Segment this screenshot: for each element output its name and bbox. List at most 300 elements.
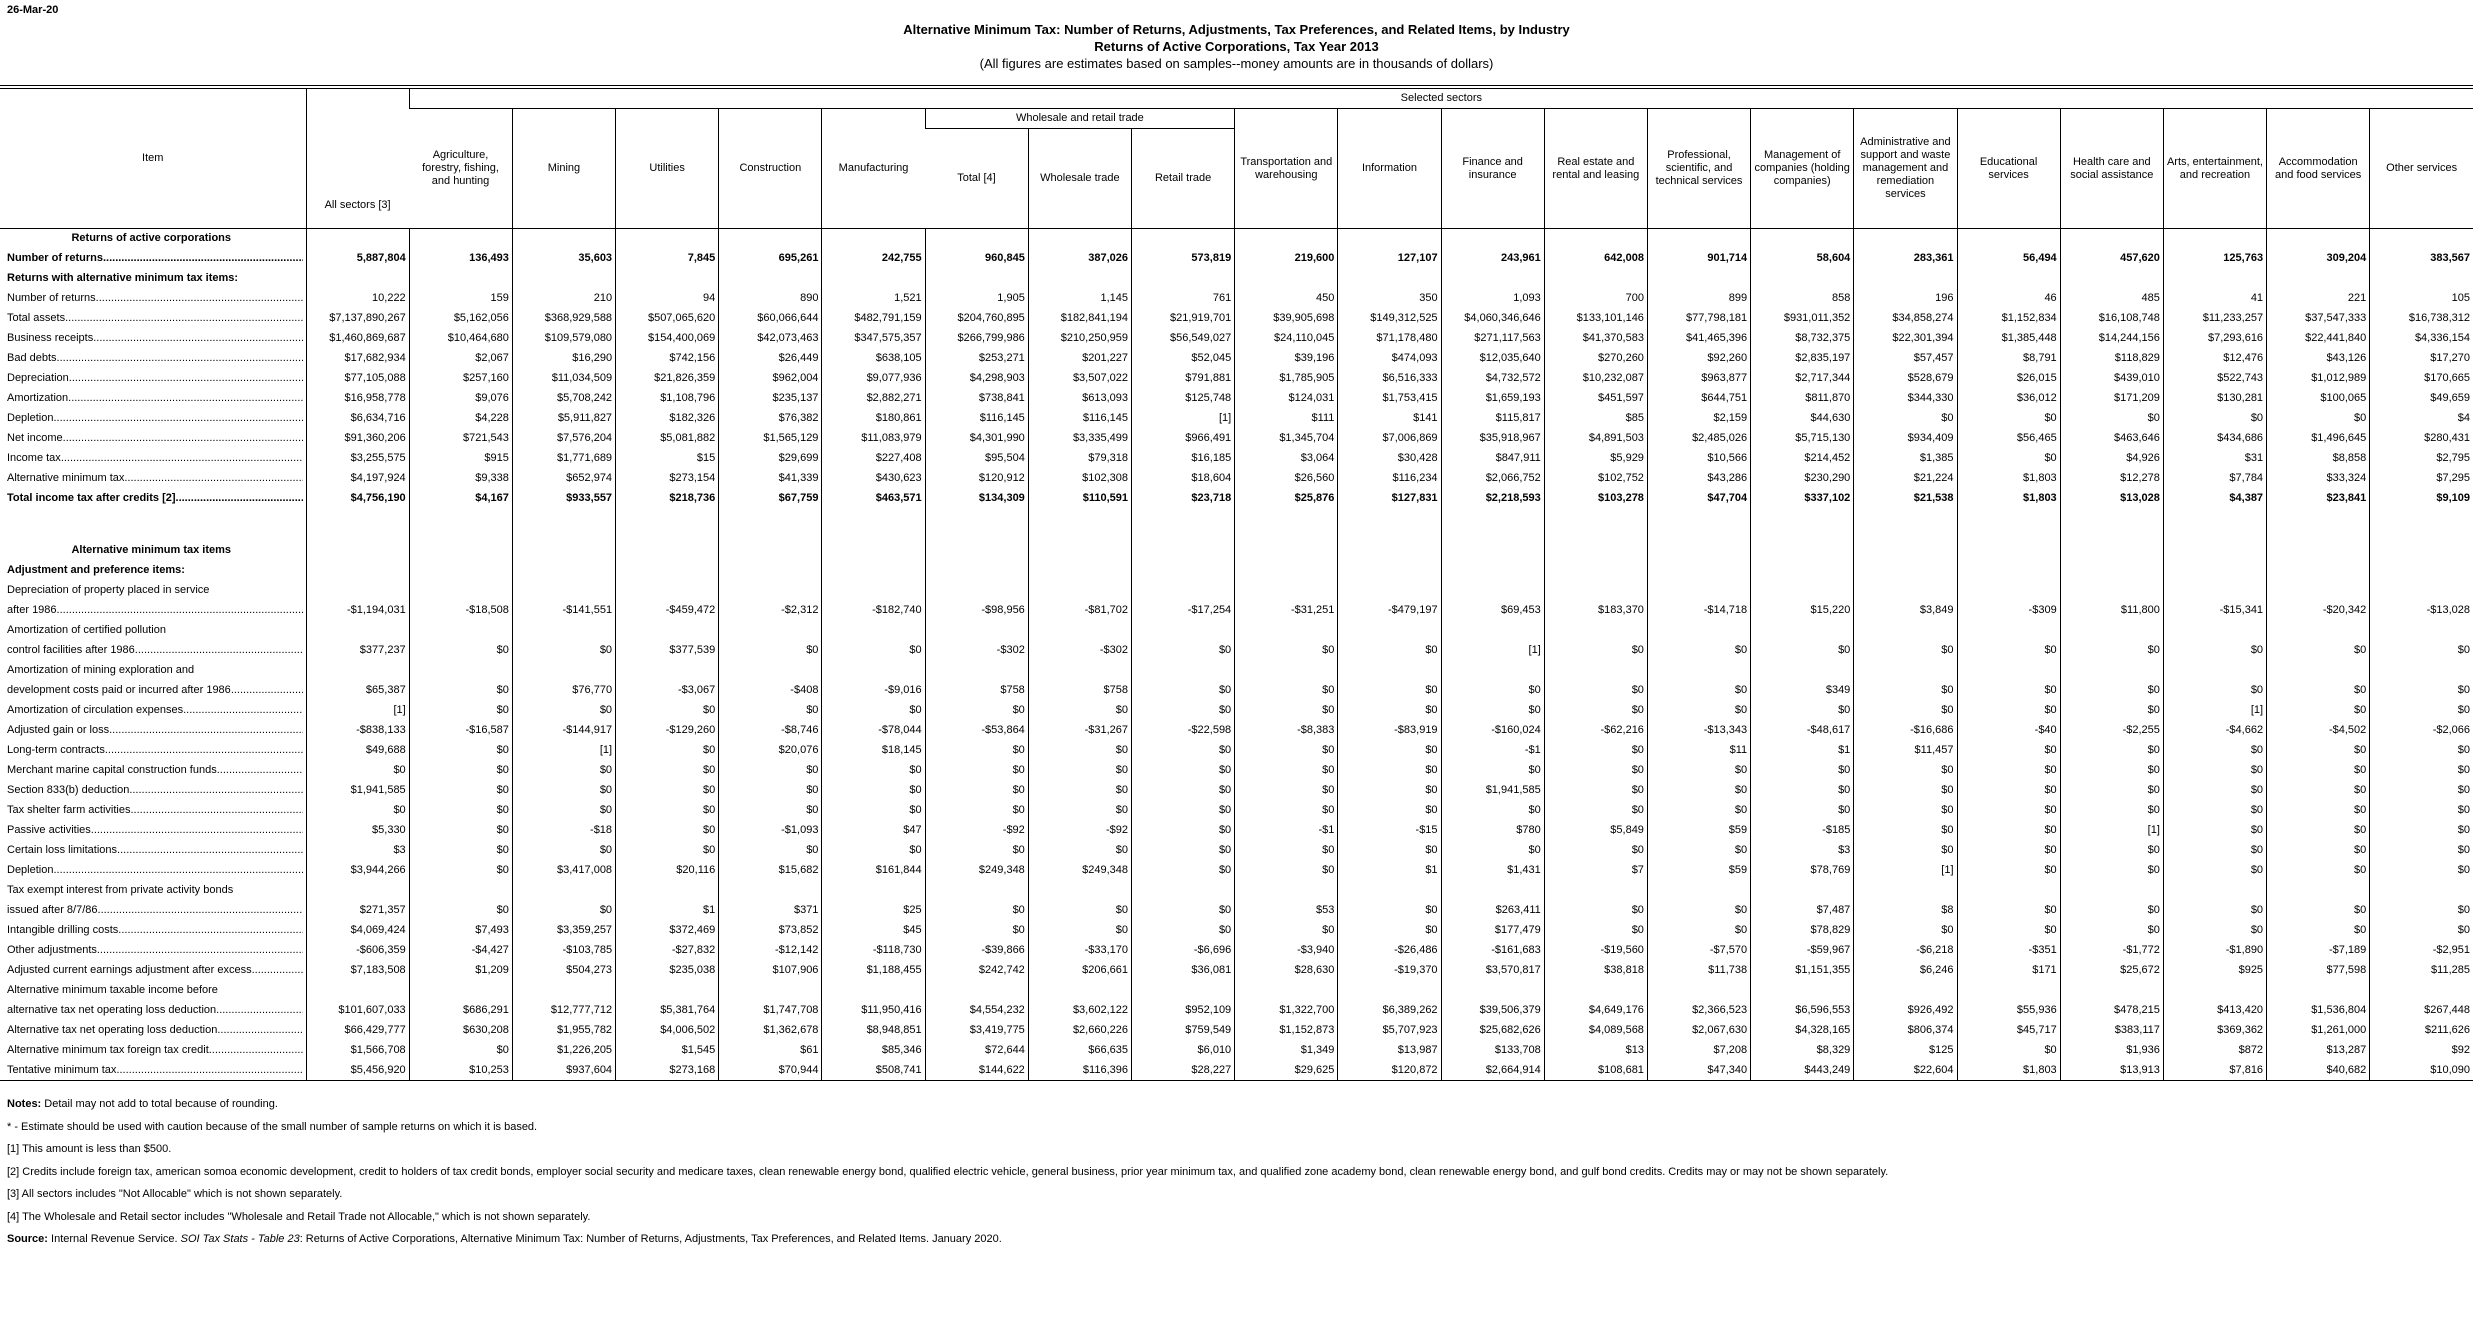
cell [2267,581,2370,601]
cell: $67,759 [719,489,822,509]
cell: $1,152,873 [1235,1021,1338,1041]
cell: $0 [1544,901,1647,921]
cell: 1,145 [1028,289,1131,309]
cell: $0 [1544,801,1647,821]
row-label: Depletion ..... [0,861,306,881]
cell [1647,541,1750,561]
cell: $242,742 [925,961,1028,981]
column-header-arts: Arts, entertainment, and recreation [2163,109,2266,229]
cell: $116,234 [1338,469,1441,489]
cell: -$13,343 [1647,721,1750,741]
notes [0,1098,2473,1246]
cell [1338,881,1441,901]
cell: $0 [2267,901,2370,921]
cell [616,541,719,561]
cell: $2,067,630 [1647,1021,1750,1041]
cell: $0 [1854,821,1957,841]
cell: $0 [822,841,925,861]
cell: $21,826,359 [616,369,719,389]
cell: -$18 [512,821,615,841]
cell: $0 [1235,841,1338,861]
cell: $758 [925,681,1028,701]
cell [2370,509,2473,541]
cell [1854,509,1957,541]
cell: $0 [1028,901,1131,921]
cell: $0 [1957,449,2060,469]
cell [1957,981,2060,1001]
table-row [0,1001,2473,1021]
column-header-health-care: Health care and social assistance [2060,109,2163,229]
cell: $0 [1441,681,1544,701]
cell: $0 [925,921,1028,941]
cell: $430,623 [822,469,925,489]
cell: $337,102 [1751,489,1854,509]
cell: $267,448 [2370,1001,2473,1021]
cell [512,581,615,601]
cell [1647,561,1750,581]
cell [1544,561,1647,581]
cell [1647,581,1750,601]
cell: $0 [1957,861,2060,881]
cell: $0 [822,701,925,721]
cell [616,981,719,1001]
cell: $92,260 [1647,349,1750,369]
cell: $33,324 [2267,469,2370,489]
cell [1132,509,1235,541]
cell: $1,226,205 [512,1041,615,1061]
table-row [0,601,2473,621]
cell: $0 [1132,921,1235,941]
cell: $171,209 [2060,389,2163,409]
cell [306,581,409,601]
cell: $25,672 [2060,961,2163,981]
cell: [1] [1441,641,1544,661]
cell: $134,309 [925,489,1028,509]
cell: $56,549,027 [1132,329,1235,349]
table-row [0,861,2473,881]
cell: $30,428 [1338,449,1441,469]
cell: -$62,216 [1544,721,1647,741]
cell: $4,006,502 [616,1021,719,1041]
table-row [0,389,2473,409]
cell [1235,581,1338,601]
cell: $0 [1647,901,1750,921]
cell: $638,105 [822,349,925,369]
cell [822,621,925,641]
cell [1854,881,1957,901]
cell [1441,561,1544,581]
cell: $1,496,645 [2267,429,2370,449]
cell [2267,561,2370,581]
cell: $474,093 [1338,349,1441,369]
table-row [0,369,2473,389]
cell: $0 [1854,841,1957,861]
cell: $1,362,678 [719,1021,822,1041]
cell: $0 [925,701,1028,721]
column-header-transportation: Transportation and warehousing [1235,109,1338,229]
cell: $182,326 [616,409,719,429]
cell [512,229,615,249]
row-label: Depreciation of property placed in service [7,584,210,596]
cell [822,661,925,681]
cell: [1] [1854,861,1957,881]
cell [1647,509,1750,541]
cell [616,621,719,641]
cell: 309,204 [2267,249,2370,269]
cell: 700 [1544,289,1647,309]
cell: $0 [512,761,615,781]
cell: 125,763 [2163,249,2266,269]
cell: $22,441,840 [2267,329,2370,349]
footnote-1: [1] This amount is less than $500. [7,1143,172,1155]
column-header-retail-trade: Retail trade [1132,129,1235,229]
cell: $5,456,920 [306,1061,409,1081]
cell: $73,852 [719,921,822,941]
cell [409,269,512,289]
cell: 450 [1235,289,1338,309]
cell: $0 [1854,701,1957,721]
table-row [0,329,2473,349]
cell: $18,604 [1132,469,1235,489]
cell [2060,981,2163,1001]
cell: $0 [925,761,1028,781]
table-row [0,409,2473,429]
cell: $39,196 [1235,349,1338,369]
cell: $1,747,708 [719,1001,822,1021]
cell: $508,741 [822,1061,925,1081]
cell: $34,858,274 [1854,309,1957,329]
row-label: Amortization of circulation expenses ..... [0,701,306,721]
column-group-wholesale-retail: Wholesale and retail trade [925,109,1235,129]
cell: -$17,254 [1132,601,1235,621]
cell: $0 [1544,641,1647,661]
cell: $227,408 [822,449,925,469]
cell: -$141,551 [512,601,615,621]
cell: $9,338 [409,469,512,489]
cell [2370,661,2473,681]
cell [306,269,409,289]
cell: $2,835,197 [1751,349,1854,369]
cell [2370,541,2473,561]
cell: $8,732,375 [1751,329,1854,349]
cell [1235,661,1338,681]
cell: $811,870 [1751,389,1854,409]
cell [616,881,719,901]
cell: $1,936 [2060,1041,2163,1061]
cell: $182,841,194 [1028,309,1131,329]
cell: -$31,267 [1028,721,1131,741]
cell: $0 [1028,841,1131,861]
column-header-finance: Finance and insurance [1441,109,1544,229]
cell: $20,076 [719,741,822,761]
cell: $21,919,701 [1132,309,1235,329]
cell: $10,232,087 [1544,369,1647,389]
cell: $55,936 [1957,1001,2060,1021]
table-row [0,921,2473,941]
cell [1338,561,1441,581]
cell: $0 [822,801,925,821]
cell: $0 [1647,681,1750,701]
cell: $0 [1647,801,1750,821]
cell: $8,329 [1751,1041,1854,1061]
cell: $13,028 [2060,489,2163,509]
cell: $26,449 [719,349,822,369]
cell: $16,290 [512,349,615,369]
cell [1647,229,1750,249]
cell [1132,621,1235,641]
cell: $79,318 [1028,449,1131,469]
table-row [0,821,2473,841]
cell [1235,541,1338,561]
cell: -$1,093 [719,821,822,841]
cell: $613,093 [1028,389,1131,409]
cell: $39,506,379 [1441,1001,1544,1021]
cell [822,561,925,581]
cell: $347,575,357 [822,329,925,349]
cell: $7,487 [1751,901,1854,921]
cell: $171 [1957,961,2060,981]
table-row [0,661,2473,681]
cell: $1,955,782 [512,1021,615,1041]
cell: $57,457 [1854,349,1957,369]
cell: $0 [2370,641,2473,661]
cell [2163,581,2266,601]
cell [1338,509,1441,541]
cell: -$15 [1338,821,1441,841]
cell [2370,881,2473,901]
cell: $16,185 [1132,449,1235,469]
cell: $4,891,503 [1544,429,1647,449]
cell: $125 [1854,1041,1957,1061]
cell [512,269,615,289]
cell: -$22,598 [1132,721,1235,741]
cell: $12,777,712 [512,1001,615,1021]
cell: $0 [2060,781,2163,801]
row-label: Amortization ..... [0,389,306,409]
cell: $0 [2060,921,2163,941]
cell: $0 [1132,801,1235,821]
cell [1544,229,1647,249]
cell: $0 [2060,761,2163,781]
cell: $170,665 [2370,369,2473,389]
cell: $161,844 [822,861,925,881]
cell [1028,229,1131,249]
cell: $0 [1957,921,2060,941]
cell [2163,621,2266,641]
cell [1544,881,1647,901]
cell: $8 [1854,901,1957,921]
cell: $0 [1028,741,1131,761]
cell: $0 [1132,641,1235,661]
cell: 960,845 [925,249,1028,269]
cell [2370,229,2473,249]
column-header-utilities: Utilities [616,109,719,229]
cell [409,661,512,681]
cell: $0 [2163,761,2266,781]
cell: $0 [1751,781,1854,801]
cell: 219,600 [1235,249,1338,269]
column-header-manufacturing: Manufacturing [822,109,925,229]
cell: $0 [2370,921,2473,941]
row-label: Merchant marine capital construction funds ..... [0,761,306,781]
column-group-selected-sectors: Selected sectors [409,89,2473,109]
cell [2267,981,2370,1001]
table-row [0,249,2473,269]
cell: $7,784 [2163,469,2266,489]
row-label: Adjusted gain or loss ..... [0,721,306,741]
cell: $116,396 [1028,1061,1131,1081]
cell [719,661,822,681]
cell: -$92 [925,821,1028,841]
cell: $100,065 [2267,389,2370,409]
cell: $5,708,242 [512,389,615,409]
cell: $372,469 [616,921,719,941]
cell: $0 [306,761,409,781]
cell: $0 [1441,761,1544,781]
cell: $0 [409,1041,512,1061]
cell: -$33,170 [1028,941,1131,961]
cell: $10,566 [1647,449,1750,469]
cell: -$2,255 [2060,721,2163,741]
cell: -$160,024 [1441,721,1544,741]
cell: $270,260 [1544,349,1647,369]
cell: $40,682 [2267,1061,2370,1081]
cell: $43,286 [1647,469,1750,489]
cell: 210 [512,289,615,309]
cell [306,509,409,541]
cell: -$7,189 [2267,941,2370,961]
table-row [0,941,2473,961]
cell: $0 [1647,641,1750,661]
cell: -$1,772 [2060,941,2163,961]
table-row [0,489,2473,509]
cell: $0 [616,821,719,841]
row-label: Alternative minimum tax ..... [0,469,306,489]
cell: $7,137,890,267 [306,309,409,329]
cell: $180,861 [822,409,925,429]
cell: 890 [719,289,822,309]
cell: $271,357 [306,901,409,921]
cell: -$838,133 [306,721,409,741]
cell [512,509,615,541]
cell: $2,717,344 [1751,369,1854,389]
row-label: Amortization of certified pollution [7,624,166,636]
cell: -$7,570 [1647,941,1750,961]
cell: $17,682,934 [306,349,409,369]
cell: -$1 [1441,741,1544,761]
cell: $791,881 [1132,369,1235,389]
cell: $77,798,181 [1647,309,1750,329]
cell: $2,664,914 [1441,1061,1544,1081]
cell: $42,073,463 [719,329,822,349]
cell [2163,269,2266,289]
cell [306,661,409,681]
cell: $0 [512,701,615,721]
cell: -$8,746 [719,721,822,741]
cell [1544,581,1647,601]
row-label: alternative tax net operating loss deduction ..... [0,1001,306,1021]
cell: $0 [409,821,512,841]
cell: [1] [2060,821,2163,841]
cell: 457,620 [2060,249,2163,269]
note-rounding: Notes: Detail may not add to total because of rounding. [7,1098,278,1110]
cell: $1,108,796 [616,389,719,409]
cell: $0 [2163,681,2266,701]
table-row [0,641,2473,661]
cell: $0 [512,841,615,861]
cell [1544,509,1647,541]
cell: $962,004 [719,369,822,389]
cell: $1,545 [616,1041,719,1061]
cell: -$4,662 [2163,721,2266,741]
cell: 46 [1957,289,2060,309]
cell: $0 [2163,921,2266,941]
table-row [0,469,2473,489]
cell: $23,841 [2267,489,2370,509]
cell: $0 [1028,701,1131,721]
cell: $451,597 [1544,389,1647,409]
cell: $1,322,700 [1235,1001,1338,1021]
cell: 105 [2370,289,2473,309]
cell: $21,538 [1854,489,1957,509]
cell: $1 [1751,741,1854,761]
cell: $0 [2370,841,2473,861]
cell [2370,581,2473,601]
table-row [0,1041,2473,1061]
cell: $12,278 [2060,469,2163,489]
cell: $439,010 [2060,369,2163,389]
cell: $271,117,563 [1441,329,1544,349]
cell: -$2,066 [2370,721,2473,741]
cell: 901,714 [1647,249,1750,269]
cell [1854,581,1957,601]
cell: $102,308 [1028,469,1131,489]
cell [306,561,409,581]
cell: $0 [1235,781,1338,801]
cell: $0 [2267,801,2370,821]
cell: $369,362 [2163,1021,2266,1041]
row-label: Income tax ..... [0,449,306,469]
cell: $125,748 [1132,389,1235,409]
cell: $1,753,415 [1338,389,1441,409]
cell [1957,581,2060,601]
cell: $0 [409,841,512,861]
cell: $20,116 [616,861,719,881]
cell: $7,208 [1647,1041,1750,1061]
cell [1132,581,1235,601]
cell: $5,330 [306,821,409,841]
cell: $0 [616,741,719,761]
table-row [0,981,2473,1001]
cell: $1,385 [1854,449,1957,469]
cell: $47,340 [1647,1061,1750,1081]
cell: $0 [1441,701,1544,721]
cell [1751,269,1854,289]
cell: $759,549 [1132,1021,1235,1041]
table-row [0,741,2473,761]
cell [2060,541,2163,561]
cell: $263,411 [1441,901,1544,921]
cell: $214,452 [1751,449,1854,469]
cell: $0 [1028,921,1131,941]
table-row [0,541,2473,561]
cell [1441,621,1544,641]
cell [822,541,925,561]
cell: $0 [409,761,512,781]
cell [2267,269,2370,289]
cell: $0 [1854,681,1957,701]
cell [306,981,409,1001]
